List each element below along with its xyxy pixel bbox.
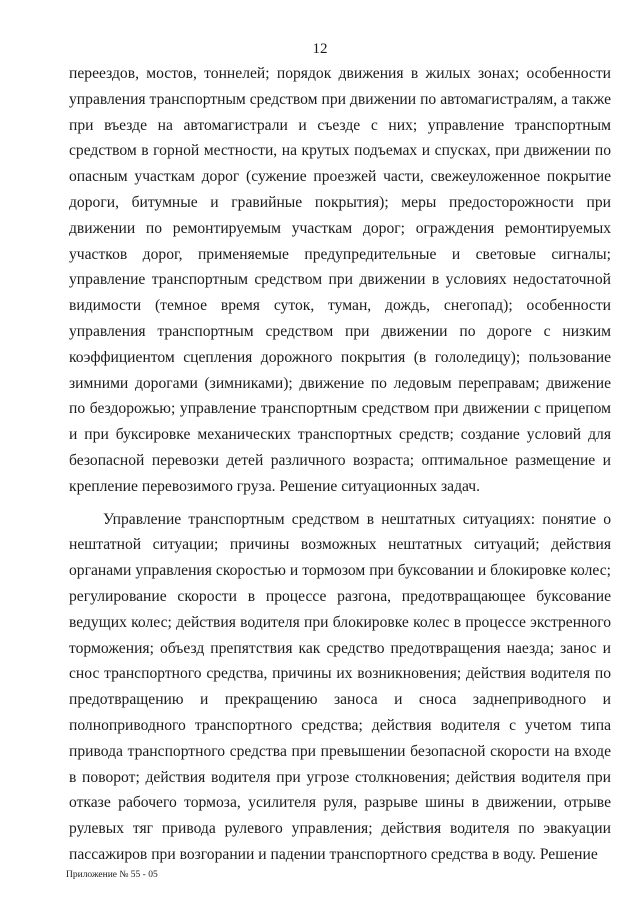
paragraph-emergency-situations: Управление транспортным средством в нештатных ситуациях: понятие о нештатной ситуации; причины возможных нештатных ситуаций; действия органами управления скоростью и тормозом при буксовании и блокировке колес; регулирование скорости в процессе разгона, предотвращающее буксование ведущих колес; действия водителя при блокировке колес в процессе экстренного торможения; объезд препятствия как средство предотвращения наезда; занос и снос транспортного средства, причины их возникновения; действия водителя по предотвращению и прекращению заноса и сноса заднеприводного и полноприводного транспортного средства; действия водителя с учетом типа привода транспортного средства при превышении безопасной скорости на входе в поворот; действия водителя при угрозе столкновения; действия водителя при отказе рабочего тормоза, усилителя руля, разрыве шины в движении, отрыве рулевых тяг привода рулевого управления; действия водителя по эвакуации пассажиров при возгорании и падении транспортного средства в воду. Решение (69, 510, 611, 863)
appendix-footer: Приложение № 55 - 05 (66, 870, 158, 880)
page-number: 12 (312, 41, 328, 57)
body-text (69, 61, 611, 868)
paragraph-road-conditions: переездов, мостов, тоннелей; порядок движения в жилых зонах; особенности управления транспортным средством при движении по автомагистралям, а также при въезде на автомагистрали и съезде с них; управление транспортным средством в горной местности, на крутых подъемах и спусках, при движении по опасным участкам дорог (сужение проезжей части, свежеуложенное покрытие дороги, битумные и гравийные покрытия); меры предосторожности при движении по ремонтируемым участкам дорог; ограждения ремонтируемых участков дорог, применяемые предупредительные и световые сигналы; управление транспортным средством при движении в условиях недостаточной видимости (темное время суток, туман, дождь, снегопад); особенности управления транспортным средством при движении по дороге с низким коэффициентом сцепления дорожного покрытия (в гололедицу); пользование зимними дорогами (зимниками); движение по ледовым переправам; движение по бездорожью; управление транспортным средством при движении с прицепом и при буксировке механических транспортных средств; создание условий для безопасной перевозки детей различного возраста; оптимальное размещение и крепление перевозимого груза. Решение ситуационных задач. (69, 65, 611, 495)
